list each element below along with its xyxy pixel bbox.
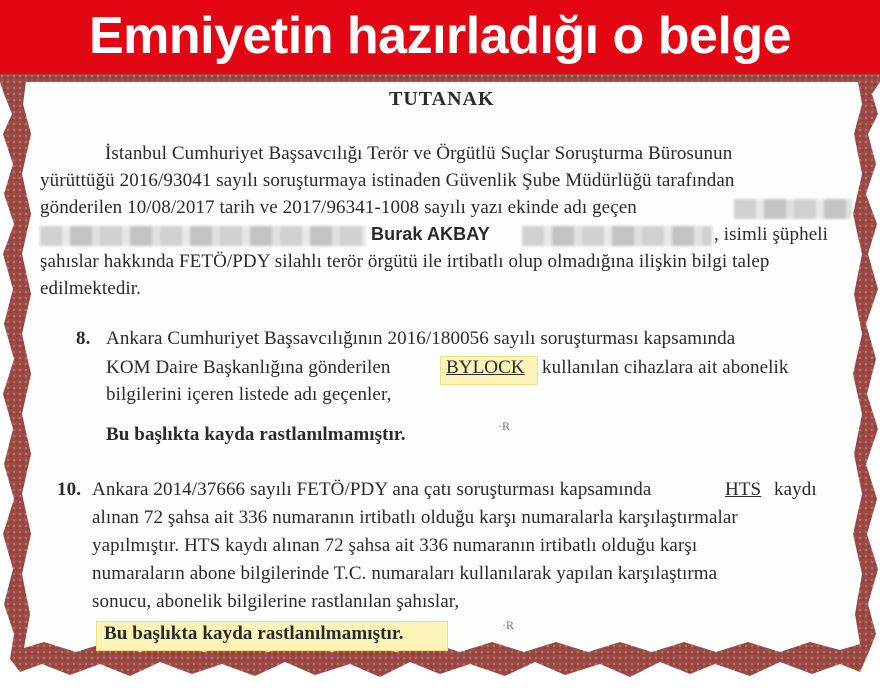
item-10-line-4: numaraların abone bilgilerinde T.C. numaraları kullanılarak yapılan karşılaştırma — [92, 563, 718, 584]
redaction-3 — [522, 226, 712, 246]
item-8-number: 8. — [76, 328, 91, 349]
intro-line-1: İstanbul Cumhuriyet Başsavcılığı Terör ve Örgütlü Suçlar Soruşturma Bürosunun — [105, 143, 733, 164]
intro-line-6: edilmektedir. — [40, 278, 142, 299]
item-8-result: Bu başlıkta kayda rastlanılmamıştır. — [106, 424, 406, 445]
item-10-line-1-pre: Ankara 2014/37666 sayılı FETÖ/PDY ana çatı soruşturması kapsamında — [92, 479, 652, 500]
item-10-line-5: sonucu, abonelik bilgilerine rastlanılan şahıslar, — [92, 591, 460, 612]
item-10-line-3: yapılmıştır. HTS kaydı alınan 72 şahsa ait 336 numaranın irtibatlı olduğu karşı — [92, 535, 698, 556]
stray-mark-2: ·R — [502, 618, 514, 632]
item-10-line-1-post: kaydı — [774, 479, 817, 500]
item-10-number: 10. — [57, 479, 82, 500]
bylock-term: BYLOCK — [446, 357, 525, 378]
intro-line-5: şahıslar hakkında FETÖ/PDY silahlı terör örgütü ile irtibatlı olup olmadığına ilişkin bilgi talep — [40, 251, 770, 272]
intro-line-3: gönderilen 10/08/2017 tarih ve 2017/96341-1008 sayılı yazı ekinde adı geçen — [40, 197, 637, 218]
intro-line-2: yürüttüğü 2016/93041 sayılı soruşturmaya istinaden Güvenlik Şube Müdürlüğü tarafından — [40, 170, 735, 191]
item-8-line-1: Ankara Cumhuriyet Başsavcılığının 2016/180056 sayılı soruşturması kapsamında — [106, 328, 736, 349]
hts-term: HTS — [725, 479, 762, 500]
header-title: Emniyetin hazırladığı o belge — [88, 7, 792, 65]
redaction-2 — [40, 226, 366, 246]
redaction-1 — [734, 199, 852, 219]
item-8-line-2-pre: KOM Daire Başkanlığına gönderilen — [106, 357, 391, 378]
item-8-line-3: bilgilerini içeren listede adı geçenler, — [106, 384, 392, 405]
stray-mark-1: ·R — [498, 419, 510, 433]
item-8-line-2-post: kullanılan cihazlara ait abonelik — [542, 357, 789, 378]
item-10-line-2: alınan 72 şahsa ait 336 numaranın irtibatlı olduğu karşı numaralarla karşılaştırmalar — [92, 507, 738, 528]
item-10-result: Bu başlıkta kayda rastlanılmamıştır. — [104, 623, 404, 644]
document-heading: TUTANAK — [389, 88, 495, 110]
intro-line-4-tail: , isimli şüpheli — [714, 224, 829, 245]
suspect-name: Burak AKBAY — [371, 224, 490, 244]
